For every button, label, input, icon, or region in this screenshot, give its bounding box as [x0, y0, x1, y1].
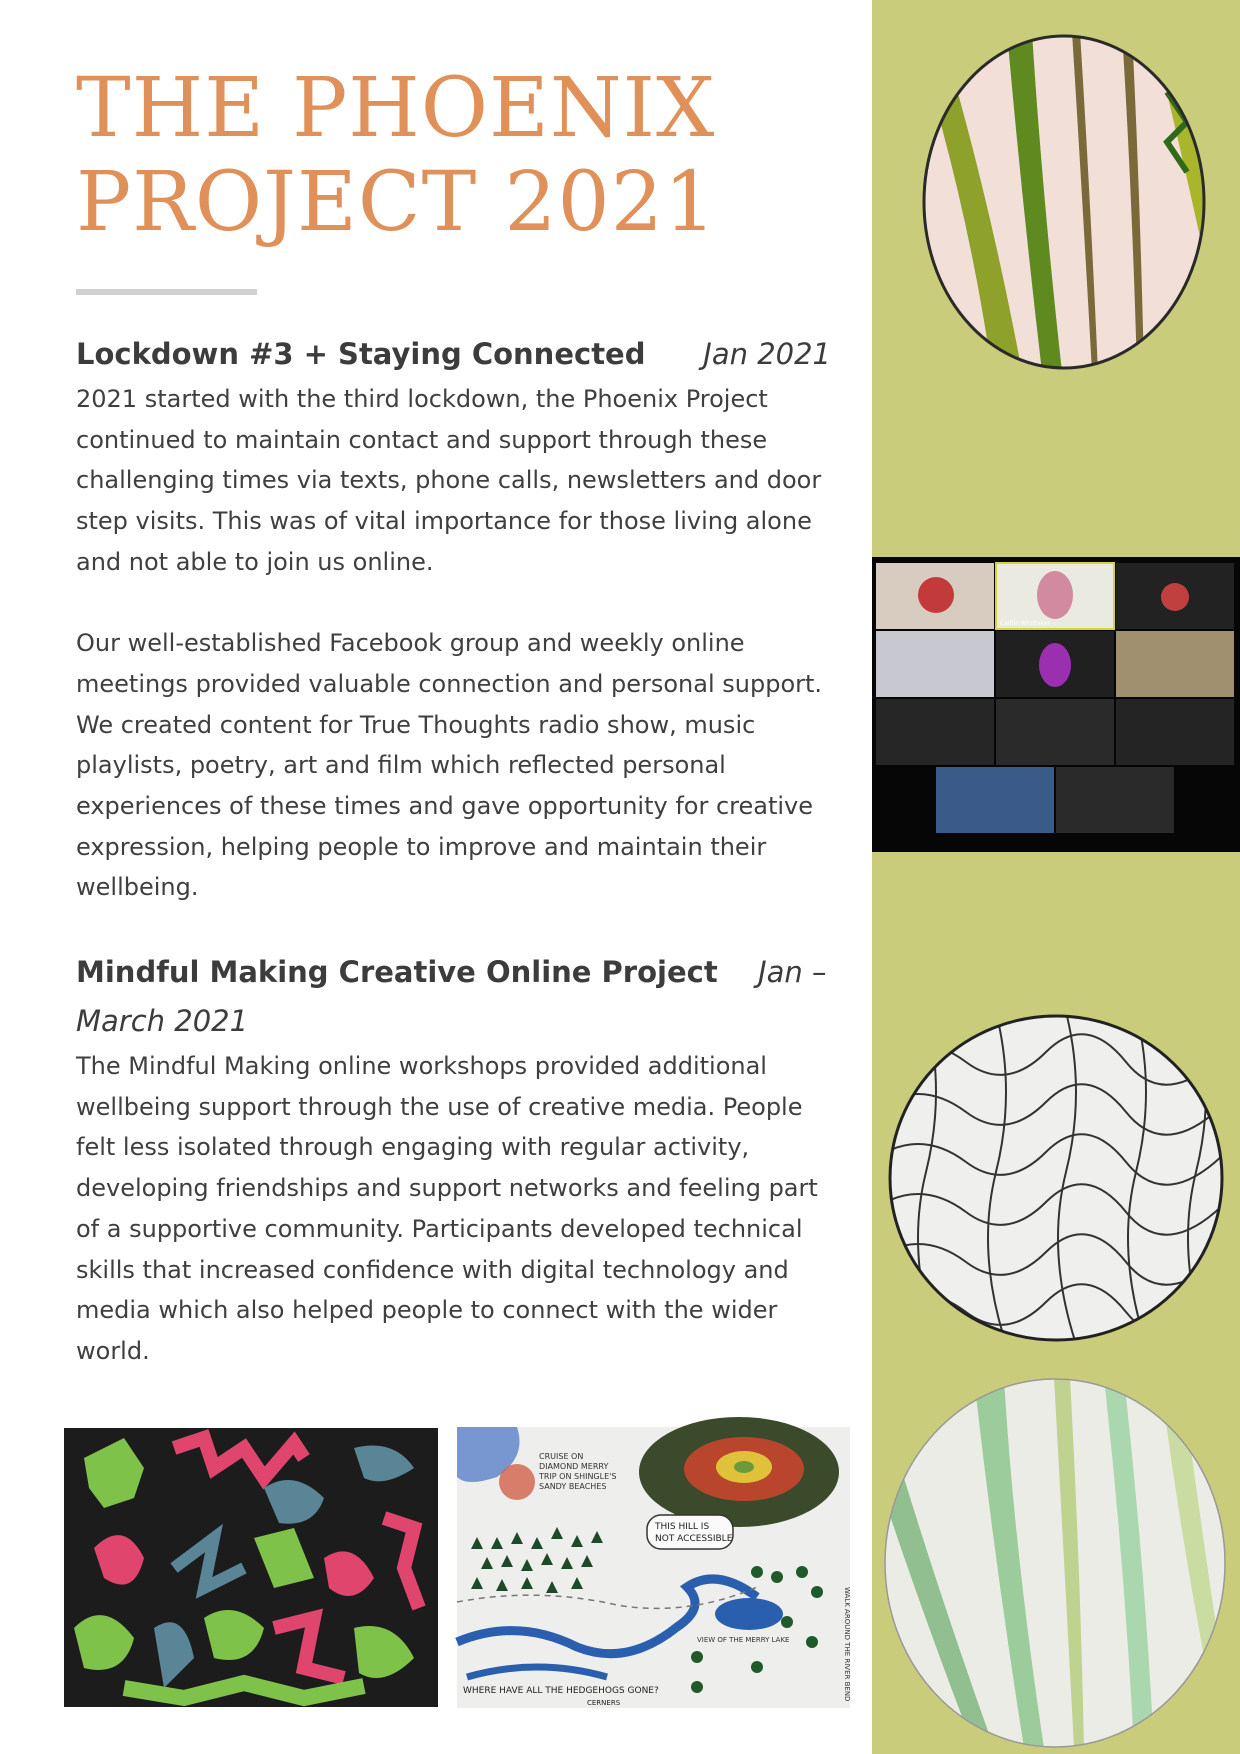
map-hill-label-2: NOT ACCESSIBLE: [655, 1534, 733, 1544]
map-walk-label: WALK AROUND THE RIVER BEND: [843, 1587, 851, 1702]
collage-artwork-image: [64, 1428, 438, 1707]
heading-date: Jan – March 2021: [76, 955, 827, 1038]
map-label-4: SANDY BEACHES: [539, 1482, 607, 1491]
section-heading: [76, 948, 831, 1046]
heading-text: Mindful Making Creative Online Project: [76, 955, 718, 989]
section-mindful-making: [76, 948, 831, 1372]
striped-circle-artwork: [912, 32, 1216, 372]
heading-date: Jan 2021: [703, 337, 831, 371]
map-footer-label: WHERE HAVE ALL THE HEDGEHOGS GONE?: [463, 1686, 659, 1696]
section-paragraph: Our well-established Facebook group and weekly online meetings provided valuable connection and personal support. We created content for True Thoughts radio show, music playlists, poetry, art and film which reflected personal experiences of these times and gave opportunity for creative expression, helping people to improve and maintain their wellbeing.: [76, 629, 823, 902]
title-divider: [76, 289, 257, 295]
wave-line-circle-artwork: [886, 1012, 1226, 1344]
artwork-sidebar: [872, 0, 1240, 1754]
map-signature: CERNERS: [587, 1699, 621, 1707]
section-lockdown: [76, 330, 831, 908]
map-label-1: CRUISE ON: [539, 1452, 584, 1461]
map-drawing-image: [457, 1427, 850, 1708]
page-title: [76, 62, 717, 250]
title-line-1: THE PHOENIX: [76, 61, 716, 156]
green-stripe-circle-artwork: [884, 1378, 1226, 1748]
section-paragraph: The Mindful Making online workshops provided additional wellbeing support through the use of creative media. People felt less isolated through engaging with regular activity, developing friendships and support networks and feeling part of a supportive community. Participants developed technical skills that increased confidence with digital technology and media which also helped people to connect with the wider world.: [76, 1052, 818, 1365]
section-heading: [76, 330, 831, 379]
map-lake-label: VIEW OF THE MERRY LAKE: [697, 1636, 790, 1644]
title-line-2: PROJECT 2021: [76, 155, 718, 250]
map-hill-label: THIS HILL IS: [655, 1522, 710, 1532]
zoom-meeting-screenshot: [872, 557, 1240, 852]
participant-name: Caitlin Whittaker: [1000, 620, 1051, 627]
map-label-2: DIAMOND MERRY: [539, 1462, 609, 1471]
heading-text: Lockdown #3 + Staying Connected: [76, 337, 646, 371]
map-label-3: TRIP ON SHINGLE'S: [539, 1472, 617, 1481]
section-paragraph: 2021 started with the third lockdown, the Phoenix Project continued to maintain contact and support through these challenging times via texts, phone calls, newsletters and door step visits. This was of vital importance for those living alone and not able to join us online.: [76, 385, 822, 576]
